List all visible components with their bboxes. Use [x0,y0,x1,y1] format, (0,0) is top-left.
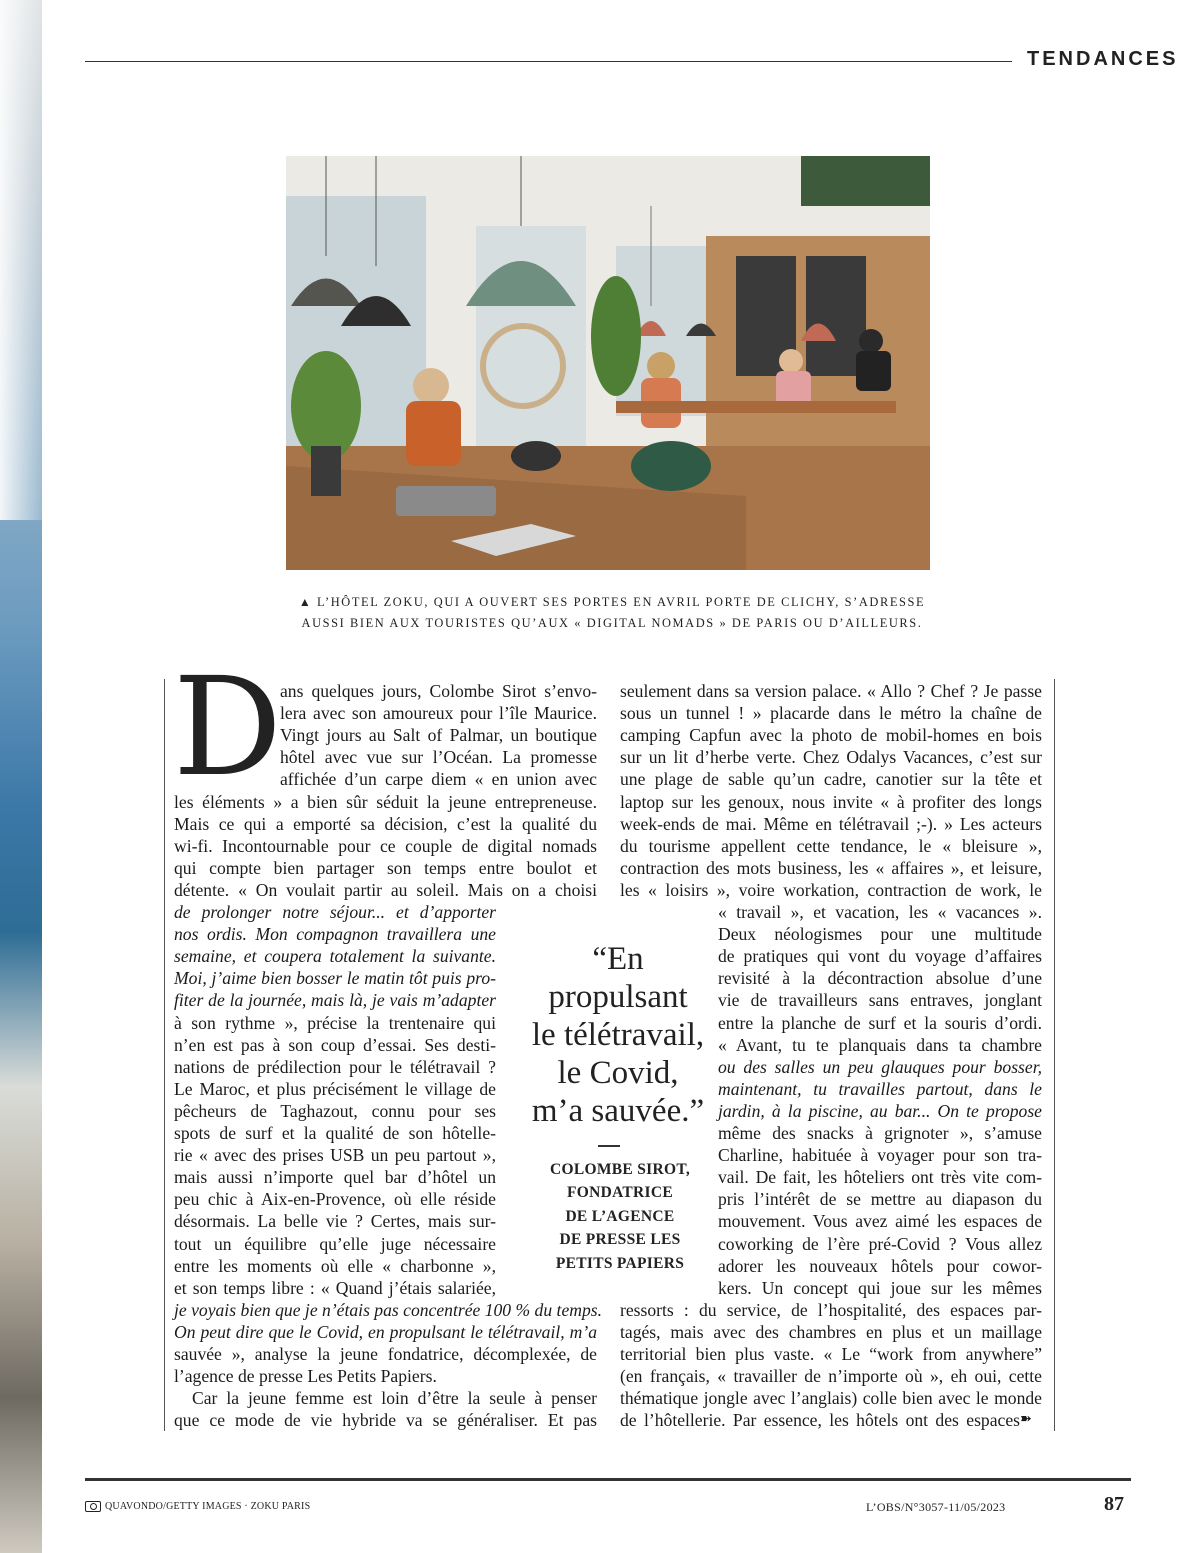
article-line: sur un lit d’herbe verte. Chez Odalys Vacances, c’est sur [620,747,1042,768]
article-line: de prolonger notre séjour... et d’apporter [174,902,496,922]
article-line: hôtel avec vue sur l’Océan. La promesse [280,747,597,768]
article-line: Charline, habituée à voyager pour son tra- [718,1145,1042,1166]
article-line: vail. De fait, les hôteliers ont très vite com- [718,1167,1042,1188]
article-line: tout un équilibre qu’elle juge nécessaire [174,1233,496,1254]
article-line: de l’hôtellerie. Par essence, les hôtels ont des espaces ➽ [620,1410,1032,1431]
photo-caption [262,592,962,634]
article-line: Mais ce qui a emporté sa décision, c’est la qualité du [174,813,597,834]
caption-line-1: L’HÔTEL ZOKU, QUI A OUVERT SES PORTES EN AVRIL PORTE DE CLICHY, S’ADRESSE [317,595,926,609]
pull-quote-attribution-line: COLOMBE SIROT, [550,1161,690,1178]
article-line: revisité à la décontraction absolue d’une [718,968,1042,989]
article-line: à son rythme », précise la trentenaire qui [174,1012,496,1033]
footer-rule [85,1478,1131,1481]
article-line: contraction des mots business, les « affaires », et leisure, [620,857,1042,878]
pull-quote-attribution [520,1158,720,1275]
left-edge-photo-strip [0,0,42,1553]
column-rule-right [1054,679,1055,1431]
header-rule [85,61,1012,62]
article-line: kers. Un concept qui joue sur les mêmes [718,1277,1042,1298]
article-line: adorer les nouveaux hôtels pour cowor- [718,1255,1042,1276]
issue-info: L’OBS/N°3057-11/05/2023 [866,1500,1006,1514]
continue-arrow-icon: ➽ [1020,1412,1032,1428]
caption-line-2: AUSSI BIEN AUX TOURISTES QU’AUX « DIGITAL NOMADS » DE PARIS OU D’AILLEURS. [301,616,923,630]
article-line: Vingt jours au Salt of Palmar, un boutique [280,725,597,746]
article-line: sous un tunnel ! » placarde dans le métro la chaîne de [620,703,1042,724]
article-line: les éléments » a bien sûr séduit la jeune entrepreneuse. [174,791,597,812]
article-line: nations de prédilection pour le télétravail ? [174,1056,496,1077]
article-line: pris l’intérêt de se mettre au diapason du [718,1189,1042,1210]
article-line: les « loisirs », voire workation, contraction de work, le [620,879,1042,900]
article-line: qui compte bien partager son temps entre boulot et [174,857,597,878]
article-line: semaine, et coupera totalement la suivante. [174,946,496,967]
pull-quote-attribution-line: PETITS PAPIERS [555,1254,685,1272]
article-line: je voyais bien que je n’étais pas concentrée 100 % du temps. [174,1299,602,1320]
pull-quote-attribution-line: DE PRESSE LES [559,1231,681,1249]
article-line: spots de surf et la qualité de son hôtelle- [174,1123,496,1143]
article-line: Car la jeune femme est loin d’être la seule à penser [192,1388,597,1409]
photo-credit-text: QUAVONDO/GETTY IMAGES · ZOKU PARIS [105,1501,311,1512]
article-line: « Avant, tu te planquais dans ta chambre [718,1034,1042,1055]
article-line: camping Capfun avec la photo de mobil-homes en bois [620,725,1042,746]
pull-quote [518,940,718,1130]
article-line: territorial bien plus vaste. « Le “work from anywhere” [620,1344,1042,1364]
pull-quote-line: “En [592,941,644,977]
article-line: même des snacks à grignoter », s’amuse [718,1123,1042,1143]
article-line: affichée d’un carpe diem « en union avec [280,769,597,790]
article-line: Deux néologismes pour une multitude [718,924,1042,945]
pull-quote-attribution-line: FONDATRICE [566,1184,674,1202]
hotel-interior-illustration [286,156,930,570]
pull-quote-line: m’a sauvée.” [531,1093,705,1129]
drop-cap: D [173,649,283,807]
pull-quote-line: le télétravail, [531,1017,705,1053]
article-line: maintenant, tu travailles partout, dans le [718,1078,1042,1099]
article-line: de pratiques qui vont du voyage d’affaires [718,946,1042,967]
article-line: détente. « On voulait partir au soleil. Mais on a choisi [174,879,597,900]
column-rule-left [164,679,165,1431]
article-line: jardin, à la piscine, au bar... On te propose [718,1100,1042,1121]
pull-quote-line: le Covid, [557,1055,679,1091]
article-line: que ce mode de vie hybride va se généraliser. Et pas [174,1410,597,1431]
article-line: Le Maroc, et plus précisément le village de [174,1078,496,1099]
photo-credit [85,1501,310,1512]
article-line: tagés, mais avec des chambres en plus et un maillage [620,1321,1042,1342]
article-line: wi-fi. Incontournable pour ce couple de digital nomads [174,835,597,856]
article-line: laptop sur les genoux, nous invite « à profiter des longs [620,791,1042,812]
article-line: lera avec son amoureux pour l’île Maurice. [280,703,597,724]
article-line: et son temps libre : « Quand j’étais salariée, [174,1277,496,1298]
pull-quote-attribution-line: DE L’AGENCE [565,1207,675,1225]
article-line: seulement dans sa version palace. « Allo ? Chef ? Je passe [620,681,1042,701]
article-line: ressorts : du service, de l’hospitalité, des espaces par- [620,1299,1042,1320]
caption-triangle-icon: ▲ [298,595,313,609]
article-line: nos ordis. Mon compagnon travaillera une [174,924,496,945]
article-line: sauvée », analyse la jeune fondatrice, décomplexée, de [174,1344,597,1364]
pull-quote-dash [598,1145,620,1147]
article-line: « travail », et vacation, les « vacances ». [718,902,1042,922]
article-line: l’agence de presse Les Petits Papiers. [174,1366,437,1387]
article-line: Moi, j’aime bien bosser le matin tôt puis pro- [174,968,496,989]
page-number: 87 [1104,1493,1124,1515]
article-line: ans quelques jours, Colombe Sirot s’envo- [280,681,597,701]
camera-icon [85,1501,101,1512]
article-line: peu chic à Aix-en-Provence, où elle réside [174,1189,496,1210]
curtain-overlay [0,0,42,520]
article-line: coworking de l’ère pré-Covid ? Vous allez [718,1233,1042,1254]
article-line: pêcheurs de Taghazout, connu pour ses [174,1100,496,1121]
article-line: fiter de la journée, mais là, je vais m’adapter [174,990,496,1011]
article-line: entre la planche de surf et la souris d’ordi. [718,1012,1042,1033]
pull-quote-line: propulsant [548,979,688,1015]
article-line: mouvement. Vous avez aimé les espaces de [718,1211,1042,1232]
article-line: On peut dire que le Covid, en propulsant le télétravail, m’a [174,1321,597,1342]
article-line: ou des salles un peu glauques pour bosser, [718,1056,1042,1077]
article-line: entre les moments où elle « charbonne », [174,1255,496,1276]
article-line: week-ends de mai. Même en télétravail ;-). » Les acteurs [620,813,1042,834]
article-line: du tourisme appellent cette tendance, le « bleisure », [620,835,1042,856]
hotel-photo [286,156,930,570]
article-line: (en français, « travailler de n’importe où », eh oui, cette [620,1366,1042,1387]
article-line: vie de travailleurs sans entraves, jonglant [718,990,1042,1011]
article-line: rie « avec des prises USB un peu partout », [174,1145,496,1166]
article-line: n’en est pas à son coup d’essai. Ses desti- [174,1034,496,1055]
article-line: mais aussi n’importe quel bar d’hôtel un [174,1167,496,1188]
article-line: une plage de sable qu’un cadre, canotier sur la tête et [620,769,1042,790]
article-line: thématique jongle avec l’anglais) colle bien avec le monde [620,1388,1042,1409]
section-title: TENDANCES [1027,48,1179,70]
article-line: désormais. La belle vie ? Certes, mais sur- [174,1211,496,1232]
